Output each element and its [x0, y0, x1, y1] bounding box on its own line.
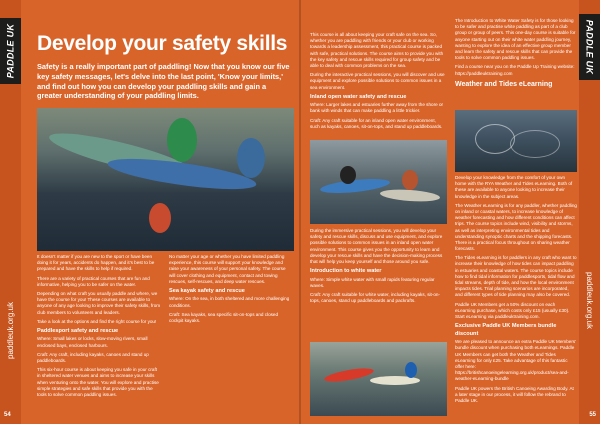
paddle-logo: PADDLE UK — [0, 18, 21, 84]
page-number-right: 55 — [589, 412, 596, 418]
photo-white-water — [310, 342, 447, 416]
photo-kayak-rescue — [37, 108, 294, 251]
side-url: paddleuk.org.uk — [585, 271, 594, 329]
section-heading: Introduction to white water — [310, 268, 382, 275]
column-3-bottom: During the immersive practical sessions, you will develop your safety and rescue skills, discuss and use equipment, and explore possible solutions to common issues in an inland open water environment. This course gives you the opportunity to learn and develop your rescue skills and have the decision-making process that will help you keep yourself and those around you safe. Introduction to white water Where: Simple white water with small rapids featuring regular waves. Craft: Any craft suitable for white water, including kayaks, sit-on-tops, canoes, stand up paddleboards and packrafts. — [310, 228, 445, 307]
side-url: paddleuk.org.uk — [6, 301, 15, 359]
column-4-bottom: Develop your knowledge from the comfort of your own home with the RYA Weather and Tides eLearning. Both of these are available to anyone looking to increase their knowledge in the subject areas. The Weather eLearning is for any paddler, whether paddling on inland or coastal waters, to increase knowledge of weather forecasting and how different conditions can affect trips. The course topics include wind, visibility and storms, as well as interpreting environmental tides and understanding synoptic charts and the shipping forecasts. There is a practical focus throughout on sharing weather forecasts. The Tides eLearning is for paddlers in any craft who want to increase their knowledge of how tides can impact paddling in estuaries and coastal waters. The course topics include how to find tidal information for paddlesports, tidal flow and tidal streams, depth of tide, and how the local environment impacts tides. Trial planning scenarios are incorporated, and different types of tide planning may also be covered. Paddle UK Members get a 50% discount on each eLearning purchase, which costs only £15 (usually £30). Start eLearning via paddleuktraining.com. Exclusive Paddle UK Members bundle discount We are pleased to announce an extra Paddle UK Members' bundle discount when purchasing both eLearnings. Paddle UK Members can get both the Weather and Tides eLearning for only £25. Take advantage of this fantastic offer here: https://britishcanoeingelearning.org.uk/product/sea-and-weather-eLearning-bundle Paddle UK powers the British Canoeing Awarding Body. At a later stage in our process, it will follow the rebrand to Paddle UK. — [455, 175, 577, 403]
section-heading: Paddlesport safety and rescue — [37, 327, 119, 334]
photo-weather-map — [455, 110, 577, 172]
section-heading: Sea kayak safety and rescue — [169, 287, 245, 294]
column-3-top: This course is all about keeping your craft safe on the sea. So, whether you are paddling with friends or your club or working towards a leadership assessment, this practical course is packed with safe, practical solutions. The course aims to provide you with the key safety and rescue skills required for group safety and be able to deal with common problems on the sea. During the interactive practical sessions, you will discover and use equipment and explore possible solutions to common issues in a sea environment. Inland open water safety and rescue Where: Larger lakes and estuaries further away from the shore or bank with winds that can make paddling a little trickier. Craft: Any craft suitable for an inland open water environment, such as kayaks, canoes, sit-on-tops, and stand up paddleboards. — [310, 32, 445, 129]
article-title: Develop your safety skills — [37, 32, 288, 55]
photo-sea-kayaks — [310, 140, 447, 224]
left-side-strip — [0, 0, 21, 424]
gutter — [299, 0, 301, 424]
section-heading: Exclusive Paddle UK Members bundle discount — [455, 323, 557, 337]
column-4-top: The Introduction to White Water Safety is for those looking to be safer and practise white paddling as part of a club group or group of peers. This one-day course is suitable for anyone starting out on their white water paddling journey, wanting to explore the idea of an effective group member and learn the safety and rescue skills that can provide the tools to solve common paddling issues. Find a course near you on the Paddle Up Training website: https://paddleuktraining.com Weather and Tides eLearning — [455, 18, 576, 88]
column-1: It doesn't matter if you are new to the sport or have been doing it for years, accidents do happen, and it's best to be prepared and have the skills to help if required. There are a variety of practical courses that are fun and informative, helping you to be safer on the water. Depending on what craft you usually paddle and where, we have the course for you! These courses are available to anyone of any age looking to improve their safety skills, from club members to volunteers and leaders. Take a look at the options and find the right course for you! Paddlesport safety and rescue Where: Small lakes or locks, slow-moving rivers, small enclosed bays, enclosed harbours. Craft: Any craft, including kayaks, canoes and stand up paddleboards. This six-hour course is about keeping you safe in your craft in sheltered water venues and aims to increase your skills when venturing onto the water. You will explore and practise simple strategies and safe skills that provide you with the tools to solve common paddling issues. — [37, 254, 161, 397]
paddle-logo: PADDLE UK — [579, 14, 600, 80]
right-side-strip — [579, 0, 600, 424]
standfirst: Safety is a really important part of paddling! Now that you know our five key safety messages, let's delve into the last point, 'Know your limits,' and find out how you can develop your paddling skills and gain a greater understanding of your paddling limits. — [37, 62, 290, 101]
page-number-left: 54 — [4, 412, 11, 418]
section-heading: Inland open water safety and rescue — [310, 93, 407, 100]
column-2: No matter your age or whether you have limited paddling experience, this course will support your knowledge and raise your awareness of your personal safety. The course will cover clothing and equipment, contact and towing rescues, self-rescues, and deep water rescues. Sea kayak safety and rescue Where: On the sea, in both sheltered and more challenging conditions. Craft: Sea kayaks, sea specific sit-on-tops and closed cockpit kayaks. — [169, 254, 293, 327]
section-heading: Weather and Tides eLearning — [455, 80, 553, 88]
